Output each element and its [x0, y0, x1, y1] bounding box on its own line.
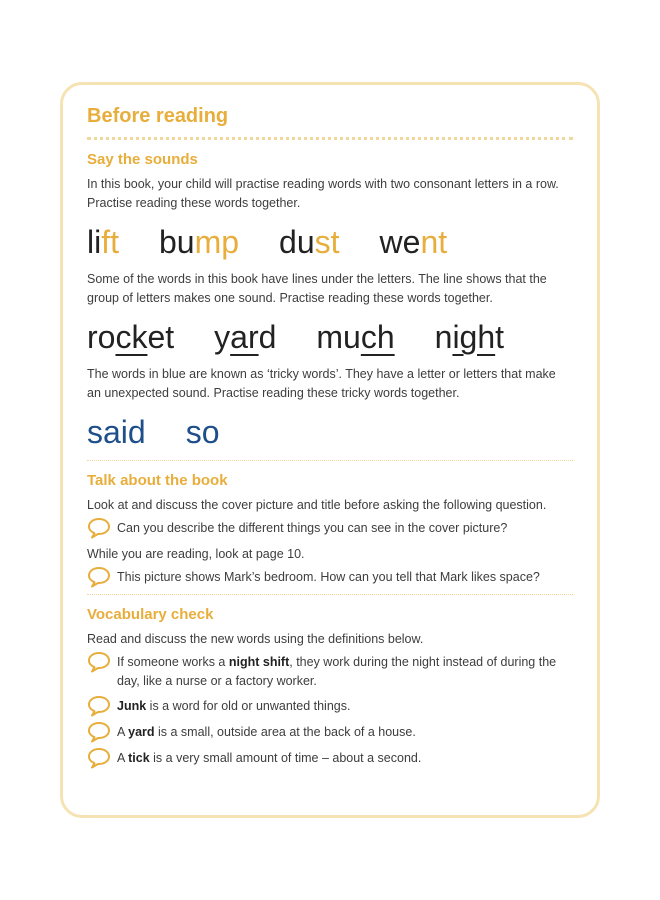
lines-explanation: Some of the words in this book have lines under the letters. The line shows that the group of letters makes one sound. Practise reading these words together.	[87, 272, 547, 305]
word-yard: yard	[214, 319, 277, 355]
say-sounds-heading: Say the sounds	[87, 151, 198, 168]
tricky-words	[87, 412, 573, 452]
question-text: Can you describe the different things you can see in the cover picture?	[117, 521, 508, 535]
vocab-heading: Vocabulary check	[87, 606, 214, 623]
say-sounds-intro: In this book, your child will practise reading words with two consonant letters in a row. Practise reading these words together.	[87, 177, 559, 210]
title-divider	[87, 137, 573, 140]
talk-section	[87, 471, 573, 588]
vocab-item	[87, 723, 573, 743]
vocab-definition: A yard is a small, outside area at the back of a house.	[117, 725, 416, 739]
speech-bubble-icon	[87, 566, 111, 588]
question-text: This picture shows Mark’s bedroom. How can you tell that Mark likes space?	[117, 570, 540, 584]
vocab-term: yard	[128, 725, 155, 739]
vocab-item	[87, 697, 573, 717]
vocab-intro: Read and discuss the new words using the definitions below.	[87, 632, 424, 646]
digraph-words	[87, 317, 573, 357]
tricky-word-so: so	[185, 414, 220, 450]
word-much: much	[316, 319, 395, 355]
speech-bubble-icon	[87, 651, 111, 673]
vocab-term: Junk	[117, 699, 147, 713]
word-dust: dust	[279, 224, 340, 260]
vocab-definition: A tick is a very small amount of time – about a second.	[117, 751, 422, 765]
question-row	[87, 519, 573, 539]
word-bump: bump	[159, 224, 240, 260]
word-lift: lift	[87, 224, 119, 260]
speech-bubble-icon	[87, 747, 111, 769]
vocab-item	[87, 653, 573, 691]
vocab-item	[87, 749, 573, 769]
question-row	[87, 568, 573, 588]
vocab-definition: Junk is a word for old or unwanted things.	[117, 699, 351, 713]
vocab-term: night shift	[228, 655, 290, 669]
word-rocket: rocket	[87, 319, 175, 355]
section-divider	[87, 460, 573, 461]
vocab-term: tick	[128, 751, 150, 765]
vocab-definition: If someone works a night shift, they work during the night instead of during the day, like a nurse or a factory worker.	[117, 655, 557, 688]
word-night: night	[434, 319, 505, 355]
tricky-word-said: said	[87, 414, 146, 450]
section-divider	[87, 594, 573, 595]
tricky-words-explanation: The words in blue are known as ‘tricky words’. They have a letter or letters that make an unexpected sound. Practise reading these tricky words together.	[87, 367, 556, 400]
before-reading-card	[60, 82, 600, 818]
while-reading-text: While you are reading, look at page 10.	[87, 547, 305, 561]
vocab-section	[87, 605, 573, 769]
speech-bubble-icon	[87, 721, 111, 743]
speech-bubble-icon	[87, 517, 111, 539]
word-went: went	[379, 224, 448, 260]
speech-bubble-icon	[87, 695, 111, 717]
consonant-words	[87, 222, 573, 262]
talk-heading: Talk about the book	[87, 472, 228, 489]
page-title: Before reading	[87, 105, 229, 127]
talk-intro: Look at and discuss the cover picture and title before asking the following question.	[87, 498, 547, 512]
